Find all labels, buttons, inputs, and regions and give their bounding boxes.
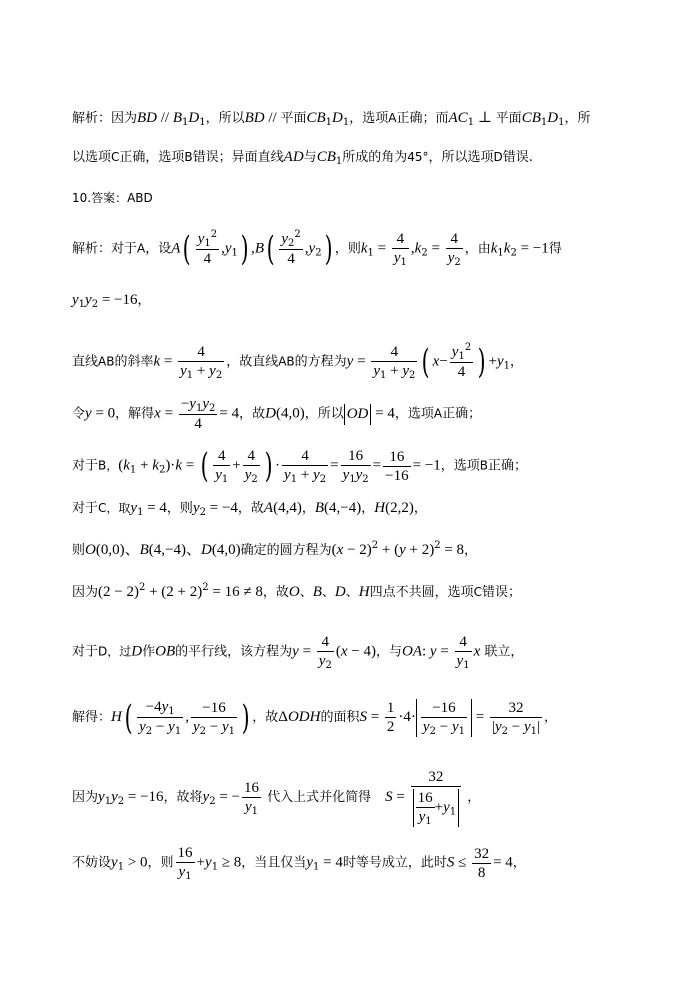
- text: C: [473, 585, 483, 599]
- text: ，故: [252, 710, 279, 725]
- text: A: [388, 111, 397, 125]
- text: AB: [278, 354, 295, 369]
- text: C: [111, 150, 120, 164]
- text: 正确；而: [396, 111, 449, 126]
- text: ，则: [166, 501, 193, 516]
- text: 错误；异面直线: [192, 150, 284, 165]
- text: B: [479, 458, 489, 473]
- text: C，取: [98, 501, 131, 515]
- text: D: [493, 150, 503, 164]
- text: ，故: [262, 585, 289, 600]
- text: 的方程为: [294, 354, 347, 370]
- paragraph-option-c-line3: 因为$(2 - 2)^2 + (2 + 2)^2 = 16 \ne 8$，故O、B、D、H四点不共圆，选项C错误；: [72, 582, 522, 600]
- text: 错误；: [482, 585, 522, 600]
- text: ，与: [375, 644, 402, 660]
- text: 则: [72, 543, 86, 558]
- text: ，所以: [304, 406, 344, 422]
- text: 所成的角为: [342, 150, 408, 165]
- text: 正确；: [442, 406, 482, 422]
- text: ，故: [239, 406, 266, 422]
- text: 解析：对于: [72, 241, 138, 257]
- text: 解得：: [72, 710, 112, 725]
- text: AB: [98, 354, 115, 369]
- text: 平面: [495, 111, 522, 126]
- text: 不妨设: [72, 855, 112, 871]
- text: ，故直线: [226, 354, 279, 370]
- text: 解析：因为: [72, 111, 138, 126]
- text: 联立，: [484, 644, 524, 660]
- text: 与: [303, 150, 317, 165]
- text: 得: [548, 241, 562, 257]
- answer-10-heading: [72, 188, 636, 208]
- text: 确定的圆方程为: [240, 543, 332, 558]
- text: ，由: [464, 241, 491, 257]
- paragraph-analysis-10-line1: 解析：对于A，设A( $\frac{y_1^2}{4}$ $,y_1$) ,B( $\frac{y_2^2}{4}$ $,y_2$) ，则$k_1$ = $\frac{4}{y_1}$ $,k_2$ = $\frac{4}{y_2}$ ，由$k_1k_2 = -1$得: [72, 229, 562, 269]
- text: D，过: [98, 644, 132, 659]
- paragraph-option-d-line4: 不妨设$y_1 > 0$，则 $\frac{16}{y_1}$ $+y_1 \ge 8$，当且仅当$y_1 = 4$时等号成立，此时S ≤ $\frac{32}{8}$ = 4，: [72, 845, 526, 882]
- text: 对于: [72, 501, 99, 516]
- text: ，: [301, 501, 315, 516]
- text: ，选项: [349, 111, 389, 126]
- text: 平面: [280, 111, 307, 126]
- text: 直线: [72, 354, 99, 370]
- paragraph-intercept-line: 令y = 0，解得x = $\frac{-y_1y_2}{4}$ = 4，故D(4,0)，所以 OD = 4，选项A正确；: [72, 396, 482, 432]
- text: 正确；: [488, 458, 528, 474]
- text: 45°: [407, 150, 429, 164]
- text: 时等号成立，此时: [342, 855, 447, 871]
- text: 的斜率: [114, 354, 154, 370]
- text: 10.答案：ABD: [72, 191, 153, 205]
- text: 正确，选项: [119, 150, 185, 165]
- text: 因为: [72, 585, 99, 600]
- text: ，选项: [440, 458, 480, 474]
- paragraph-analysis-9-line2: 以选项C正确，选项B错误；异面直线AD与$CB_1$所成的角为45°，所以选项D错误.: [72, 149, 533, 167]
- paragraph-option-d-line2: 解得：H( $\frac{-4y_1}{y_2 - y_1}$ , $\frac{-16}{y_2 - y_1}$ ) ，故ΔODH的面积S = $\frac{1}{2}$ ·4· $\frac{-16}{y_2 - y_1}$ = $\frac{32}{|y_2 - y_1|}$ ，: [72, 697, 558, 738]
- text: ，故: [237, 501, 264, 516]
- text: 的面积: [320, 710, 360, 725]
- text: 以选项: [72, 150, 112, 165]
- text: B，: [98, 458, 119, 473]
- text: 因为: [72, 790, 99, 805]
- paragraph-option-d-line3: 因为$y_1y_2 = -16$，故将$y_2$ = − $\frac{16}{y_1}$ 代入上式并化简得 S = 32 $\frac{16}{y_1}$ $+y_1$ ，: [72, 769, 481, 827]
- paragraph-option-b-line: 对于B，$(k_1 + k_2)\cdot k$ = ( $\frac{4}{y_1}$ + $\frac{4}{y_2}$ ) · $\frac{4}{y_1 + y_2}$ = $\frac{16}{y_1y_2}$ = $\frac{16}{-16}$ = −1，选项B正确；: [72, 446, 528, 486]
- text: ，: [361, 501, 375, 516]
- text: A: [433, 406, 443, 421]
- paragraph-option-c-line2: 则O(0,0)、B(4,−4)、D(4,0)确定的圆方程为$(x - 2)^2 + (y + 2)^2 = 8$，: [72, 540, 478, 558]
- text: ，则: [334, 241, 361, 257]
- text: 对于: [72, 458, 99, 474]
- text: 错误.: [502, 150, 533, 165]
- text: B: [184, 150, 193, 164]
- text: ，则: [147, 855, 174, 871]
- paragraph-slope-line: 直线AB的斜率k = $\frac{4}{y_1 + y_2}$ ，故直线AB的方程为y = $\frac{4}{y_1 + y_2}$ ( x− $\frac{y_1^2}{4}$ ) $+y_1$，: [72, 342, 523, 382]
- text: 代入上式并化简得: [267, 790, 372, 805]
- text: ，当且仅当: [241, 855, 307, 871]
- text: 四点不共圆，选项: [369, 585, 474, 600]
- text: 对于: [72, 644, 99, 660]
- text: ，所: [564, 111, 591, 126]
- paragraph-option-c-line1: 对于C，取$y_1 = 4$，则$y_2 = -4$，故A(4,4)，B(4,−4)，H(2,2)，: [72, 500, 427, 518]
- text: 令: [72, 406, 86, 422]
- text: ，解得: [115, 406, 155, 422]
- text: ，选项: [394, 406, 434, 422]
- text: ，所以: [205, 111, 245, 126]
- paragraph-option-d-line1: 对于D，过D作OB的平行线，该方程为y = $\frac{4}{y_2}$ (x − 4)，与OA: y = $\frac{4}{y_1}$ x 联立，: [72, 634, 524, 671]
- text: 的平行线，该方程为: [175, 644, 293, 660]
- text: ，设: [145, 241, 172, 257]
- paragraph-analysis-10-line2: $y_1y_2 = -16$，: [72, 292, 151, 310]
- text: ，故将: [163, 790, 203, 805]
- text: ，所以选项: [428, 150, 494, 165]
- paragraph-analysis-9-line1: 解析：因为BD // $B_1D_1$，所以BD // 平面$CB_1D_1$，选项A正确；而$AC_1$ ⊥ 平面$CB_1D_1$，所: [72, 110, 591, 128]
- text: 作: [142, 644, 156, 660]
- text: A: [137, 241, 146, 256]
